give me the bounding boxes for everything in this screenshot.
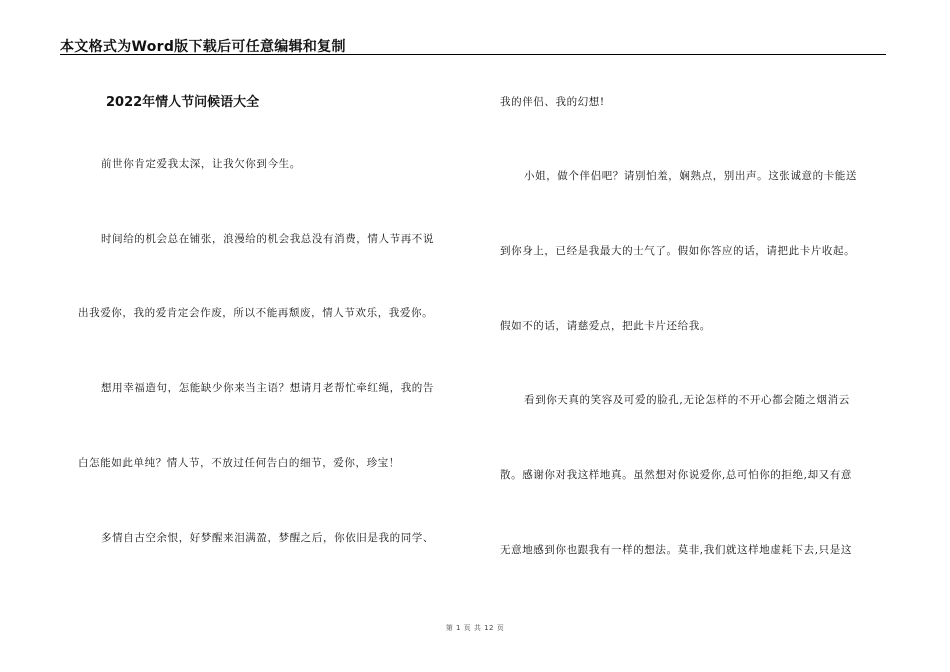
paragraph-line: 散。感谢你对我这样地真。虽然想对你说爱你,总可怕你的拒绝,却又有意: [500, 469, 852, 481]
paragraph-line: 白怎能如此单纯？情人节，不放过任何告白的细节，爱你，珍宝！: [78, 457, 400, 469]
page-number-footer: 第 1 页 共 12 页: [445, 624, 505, 632]
paragraph-line: 小姐，做个伴侣吧？请别怕羞，娴熟点，别出声。这张诚意的卡能送: [524, 170, 857, 182]
header-divider: [60, 54, 886, 55]
paragraph-line: 无意地感到你也跟我有一样的想法。莫非,我们就这样地虚耗下去,只是这: [500, 544, 852, 556]
paragraph-line: 看到你天真的笑容及可爱的脸孔,无论怎样的不开心都会随之烟消云: [524, 394, 850, 406]
paragraph-line: 时间给的机会总在铺张，浪漫给的机会我总没有消费，情人节再不说: [101, 233, 434, 245]
paragraph-line: 想用幸福造句，怎能缺少你来当主语？想请月老帮忙牵红绳，我的告: [101, 382, 434, 394]
document-title: 2022年情人节问候语大全: [106, 95, 260, 110]
paragraph-line: 多情自古空余恨，好梦醒来泪满盈，梦醒之后，你依旧是我的同学、: [101, 532, 434, 544]
paragraph-line: 假如不的话，请慈爱点，把此卡片还给我。: [500, 320, 711, 332]
paragraph-line: 我的伴侣、我的幻想!: [500, 96, 605, 108]
header-text: 本文格式为Word版下载后可任意编辑和复制: [60, 39, 346, 55]
paragraph-line: 前世你肯定爱我太深，让我欠你到今生。: [101, 158, 301, 170]
paragraph-line: 到你身上，已经是我最大的士气了。假如你答应的话，请把此卡片收起。: [500, 245, 856, 257]
paragraph-line: 出我爱你，我的爱肯定会作废，所以不能再颓废，情人节欢乐，我爱你。: [78, 307, 434, 319]
